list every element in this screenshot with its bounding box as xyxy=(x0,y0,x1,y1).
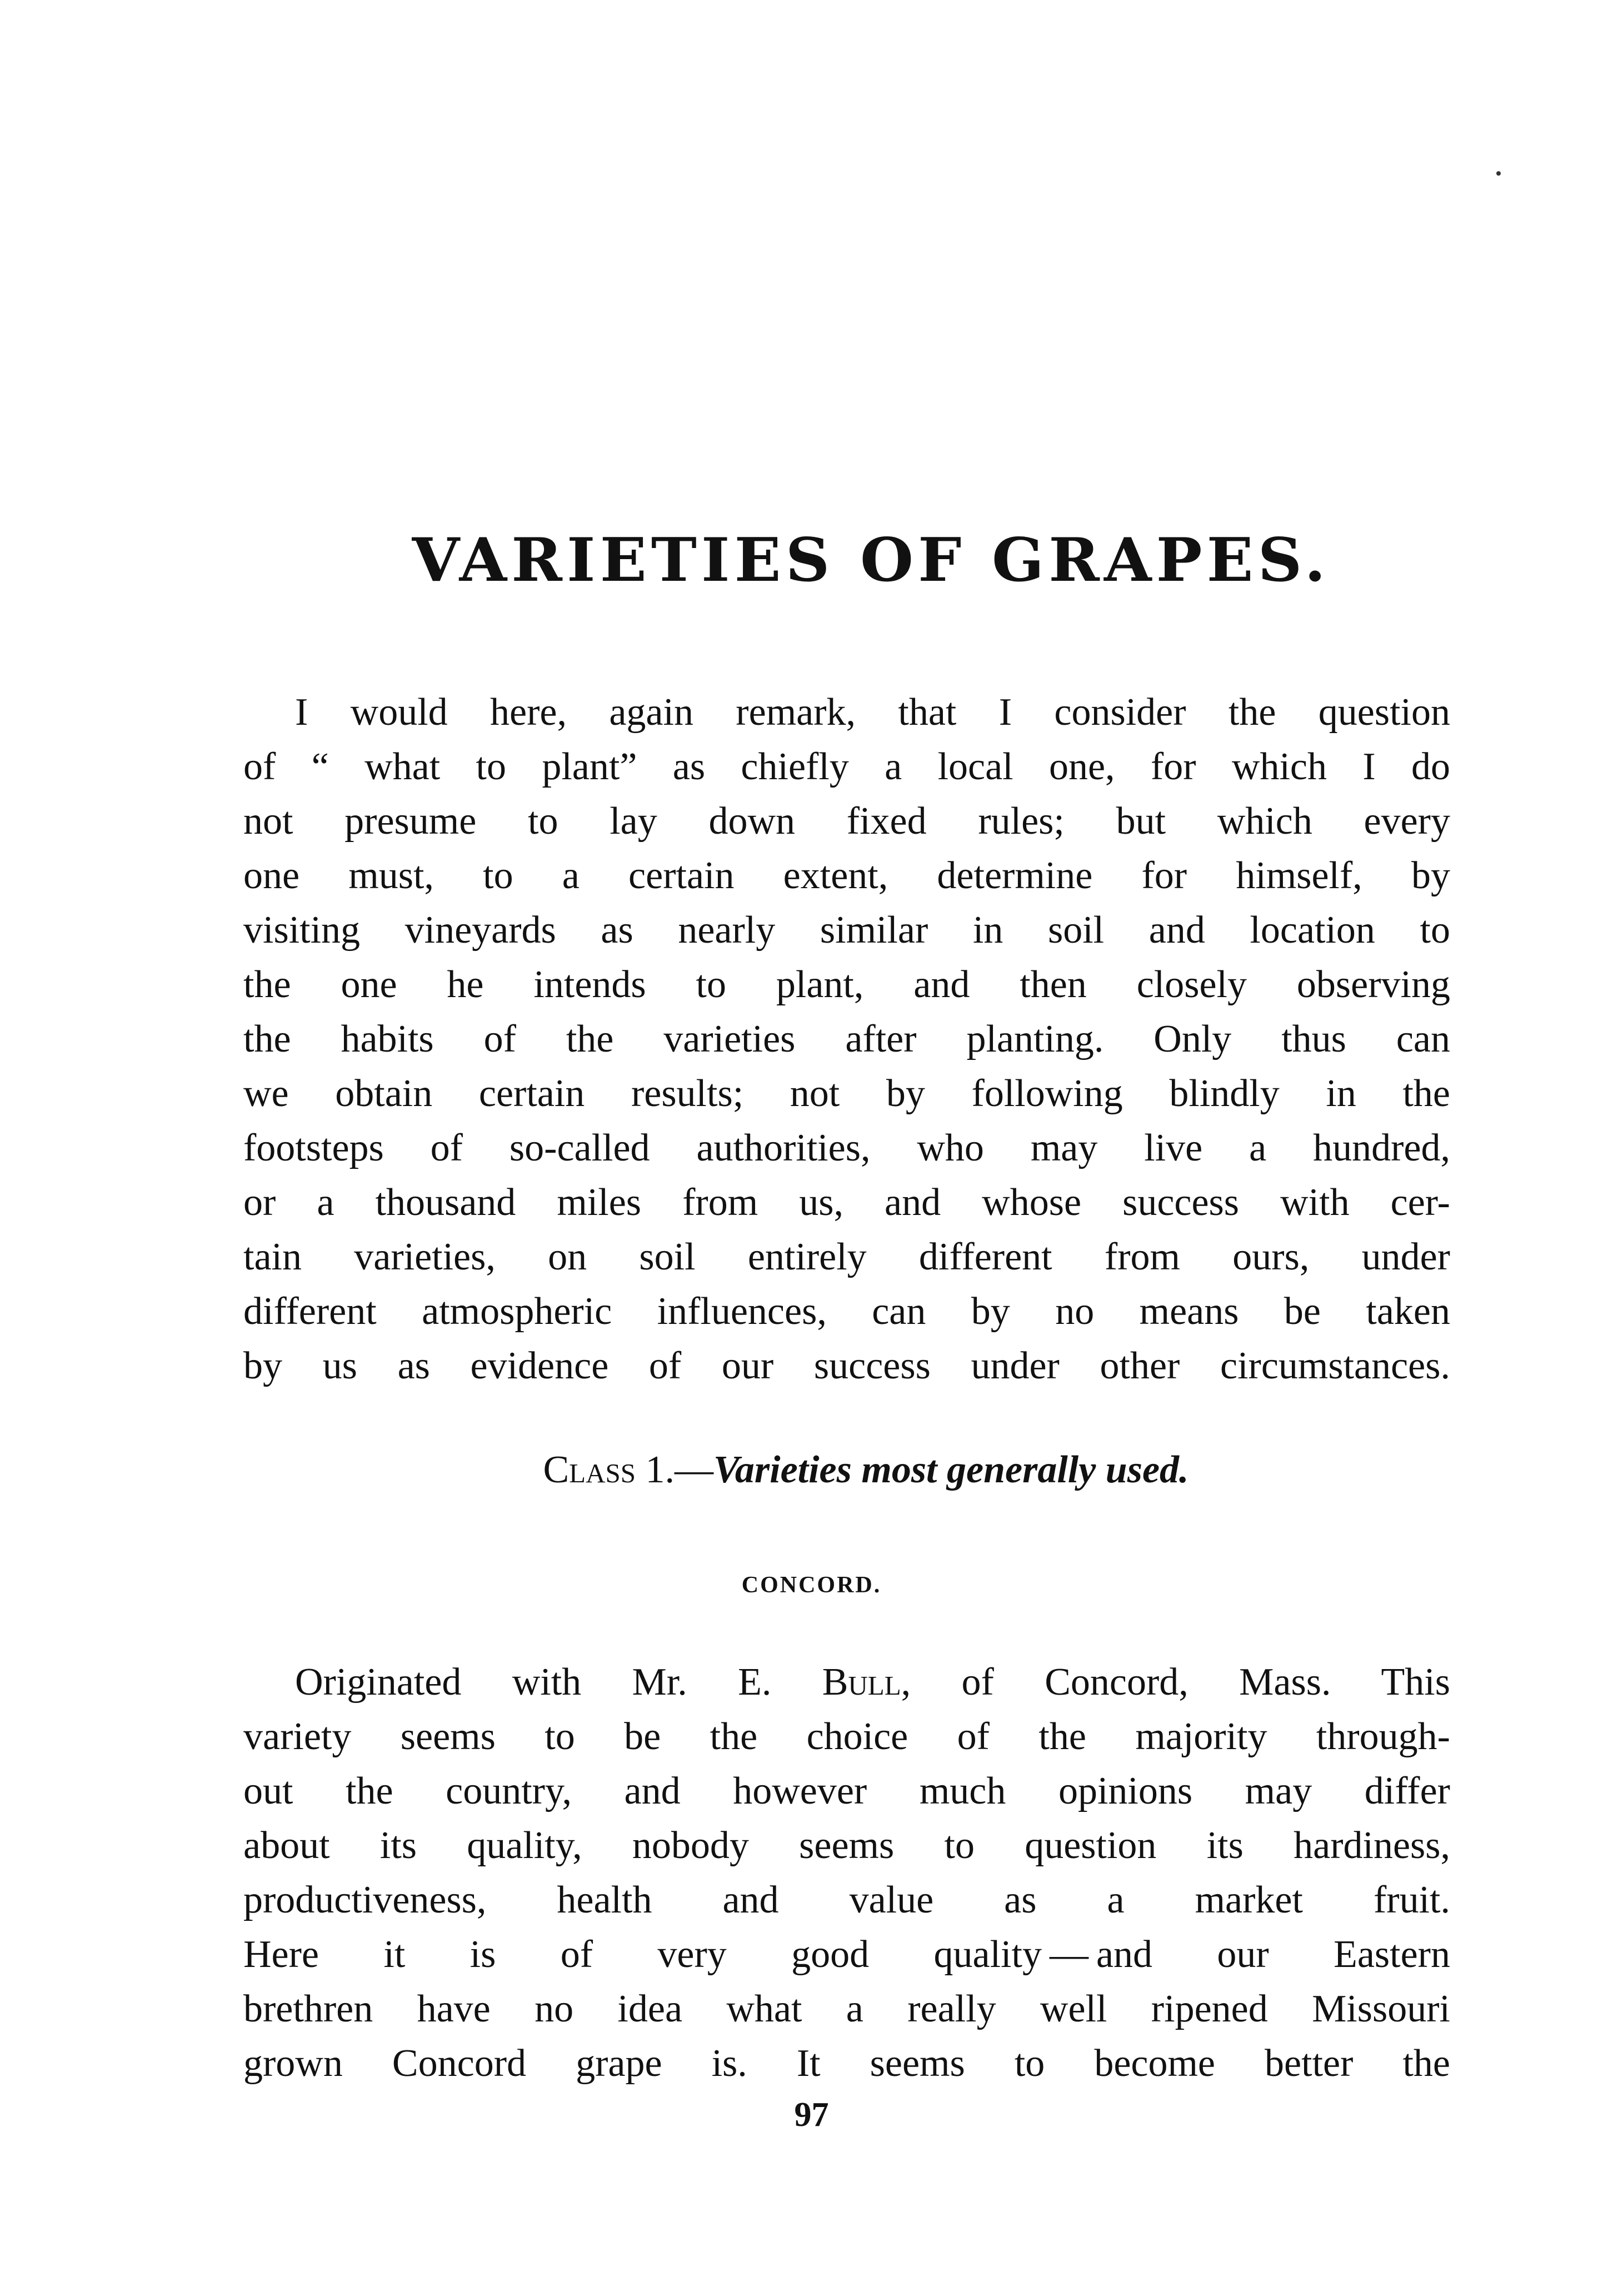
text-span: , of Concord, Mass. This xyxy=(901,1661,1450,1704)
text-line: visiting vineyards as nearly similar in soil and location to xyxy=(243,909,1450,952)
text-line: the one he intends to plant, and then closely observing xyxy=(243,963,1450,1006)
chapter-title: VARIETIES OF GRAPES. xyxy=(412,525,1331,595)
text-line: one must, to a certain extent, determine for himself, by xyxy=(243,854,1450,897)
text-line: variety seems to be the choice of the majority through- xyxy=(243,1715,1450,1758)
text-line: different atmospheric influences, can by no means be taken xyxy=(243,1290,1450,1333)
text-line: brethren have no idea what a really well ripened Missouri xyxy=(243,1988,1450,2030)
text-span: Originated with Mr. E. xyxy=(295,1661,822,1704)
text-line: I would here, again remark, that I consider the question xyxy=(295,691,1450,734)
text-line: out the country, and however much opinions may differ xyxy=(243,1770,1450,1812)
page-number: 97 xyxy=(794,2096,829,2134)
class-label: Class xyxy=(543,1448,636,1491)
text-line: or a thousand miles from us, and whose success with cer- xyxy=(243,1181,1450,1224)
text-line xyxy=(243,1655,1450,1710)
text-line: Here it is of very good quality — and our Eastern xyxy=(243,1933,1450,1976)
text-line: grown Concord grape is. It seems to become better the xyxy=(243,2042,1450,2085)
variety-heading: CONCORD. xyxy=(741,1572,882,1598)
concord-paragraph xyxy=(243,1655,1450,2091)
text-line: footsteps of so-called authorities, who may live a hundred, xyxy=(243,1127,1450,1169)
text-line: not presume to lay down fixed rules; but which every xyxy=(243,800,1450,843)
text-line: about its quality, nobody seems to question its hardiness, xyxy=(243,1824,1450,1867)
class-heading xyxy=(460,1448,1272,1492)
text-line: of “ what to plant” as chiefly a local one, for which I do xyxy=(243,745,1450,788)
text-line: the habits of the varieties after planting. Only thus can xyxy=(243,1018,1450,1060)
intro-paragraph xyxy=(243,685,1450,1393)
text-line: productiveness, health and value as a market fruit. xyxy=(243,1879,1450,1921)
person-name: Bull xyxy=(822,1661,901,1704)
text-line: tain varieties, on soil entirely different from ours, under xyxy=(243,1236,1450,1278)
text-line: we obtain certain results; not by following blindly in the xyxy=(243,1072,1450,1115)
text-line: by us as evidence of our success under other circumstances. xyxy=(243,1344,1450,1387)
class-description: Varieties most generally used. xyxy=(713,1448,1189,1491)
scan-speck xyxy=(1496,171,1501,176)
class-number: 1.— xyxy=(645,1448,713,1491)
